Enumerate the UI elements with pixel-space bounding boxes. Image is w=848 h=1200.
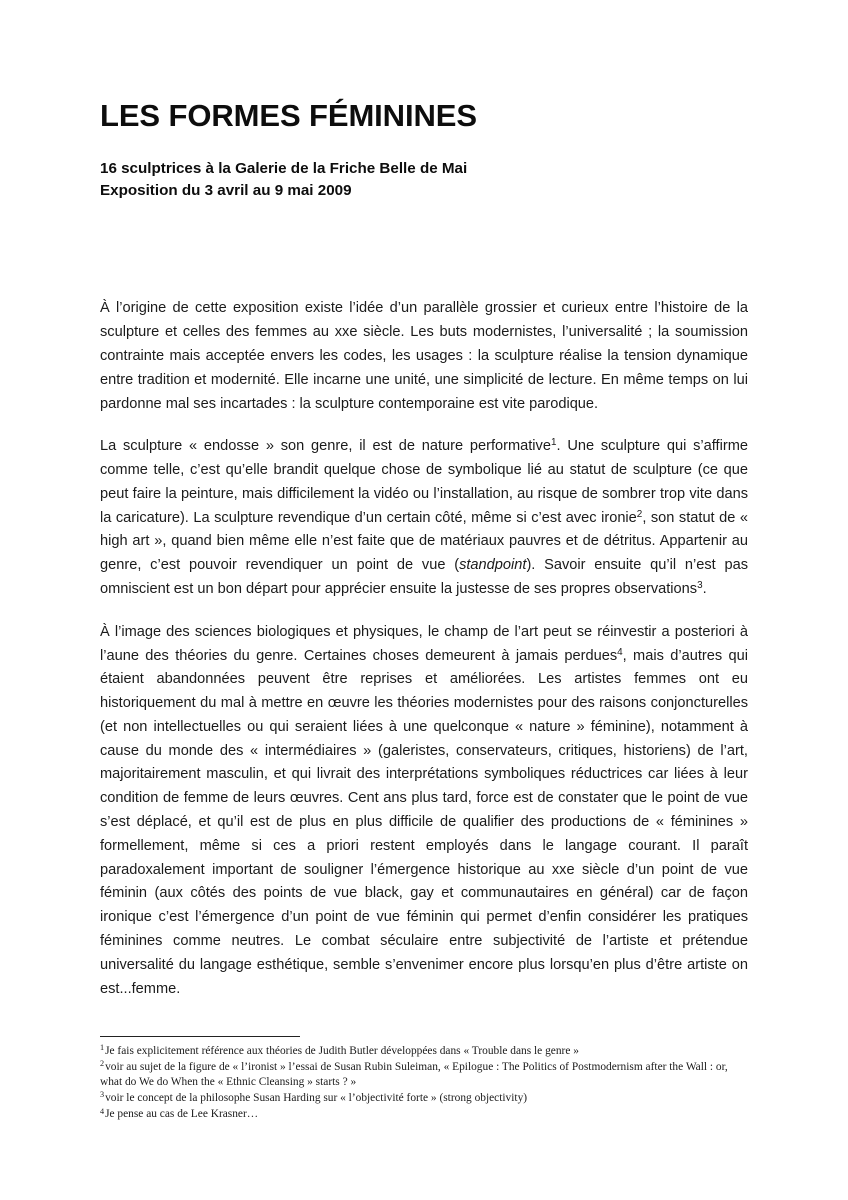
paragraph-2-text-part-1: La sculpture « endosse » son genre, il est de nature performative xyxy=(100,438,551,455)
footnote-number: 4 xyxy=(100,1106,105,1116)
footnote-marker-3: 3 xyxy=(697,579,703,591)
footnote-marker-2: 2 xyxy=(636,508,643,520)
footnote-marker-4: 4 xyxy=(617,646,623,658)
paragraph-3-text-part-1: À l’image des sciences biologiques et physiques, le champ de l’art peut se réinvestir a posteriori à l’aune des théories du genre. Certaines choses demeurent à jamais perdues xyxy=(100,623,748,664)
footnote-number: 2 xyxy=(100,1059,105,1069)
footnote-number: 3 xyxy=(100,1090,105,1100)
footnote-item xyxy=(100,1091,750,1106)
footnote-text: voir au sujet de la figure de « l’ironist » l’essai de Susan Rubin Suleiman, « Epilogue : The Politics of Postmodernism after the Wall : or, what do We do When the « Ethnic Cleansing » starts ? » xyxy=(100,1061,728,1089)
paragraph-3 xyxy=(100,621,748,1002)
footnote-number: 1 xyxy=(100,1043,105,1053)
paragraph-1 xyxy=(100,297,748,416)
document-content xyxy=(100,98,748,1001)
footnote-text: voir le concept de la philosophe Susan Harding sur « l’objectivité forte » (strong objectivity) xyxy=(105,1092,528,1105)
page-title: LES FORMES FÉMININES xyxy=(100,98,477,133)
footnotes-section xyxy=(100,1036,750,1123)
footnote-item xyxy=(100,1060,750,1090)
subtitle-block xyxy=(100,158,748,202)
paragraph-2-italic-standpoint: standpoint xyxy=(459,557,527,574)
footnote-item xyxy=(100,1044,750,1059)
footnote-text: Je pense au cas de Lee Krasner… xyxy=(105,1108,259,1121)
footnote-separator-rule xyxy=(100,1036,300,1037)
paragraph-2-text-part-4: ). Savoir ensuite qu’il n’est pas omniscient est un bon départ pour apprécier ensuite la justesse de ses propres observations xyxy=(100,557,748,598)
body-text xyxy=(100,297,748,1001)
paragraph-2-text-part-2: . Une sculpture qui s’affirme comme telle, c’est qu’elle brandit quelque chose de symbolique lié au statut de sculpture (ce que peut faire la peinture, mais difficilement la vidéo ou l’installation, au risque de sombrer trop vite dans la caricature). La sculpture revendique d’un certain côté, même si c’est avec ironie xyxy=(100,438,748,526)
paragraph-2 xyxy=(100,435,748,601)
footnote-text: Je fais explicitement référence aux théories de Judith Butler développées dans « Trouble dans le genre » xyxy=(105,1045,579,1057)
paragraph-3-text-part-2: , mais d’autres qui étaient abandonnées peuvent être reprises et améliorées. Les artistes femmes ont eu historiquement du mal à mettre en œuvre les théories modernistes pour des raisons conjoncturelles (et non intellectuelles ou qui seraient liées à une quelconque « nature » féminine), notamment à cause du monde des « intermédiaires » (galeristes, conservateurs, critiques, historiens) de l’art, majoritairement masculin, et qui livrait des interprétations symboliques réductrices car liées à leur condition de femme de leurs œuvres. Cent ans plus tard, force est de constater que le point de vue s’est déplacé, et qu’il est de plus en plus difficile de qualifier des productions de « féminines » formellement, même si ces a priori restent employés dans le langage courant. Il paraît paradoxalement important de souligner l’émergence historique au xxe siècle d’un point de vue féminin (aux côtés des points de vue black, gay et communautaires en général) car de façon ironique c’est l’émergence d’un point de vue féminin qui permet d’enfin considérer les pratiques féminines comme neutres. Le combat séculaire entre subjectivité de l’artiste et prétendue universalité du langage esthétique, semble s’envenimer encore plus lorsqu’en plus d’être artiste on est...femme. xyxy=(100,647,748,997)
paragraph-2-text-part-5: . xyxy=(702,581,707,598)
footnote-item xyxy=(100,1107,750,1122)
subtitle-line-dates: Exposition du 3 avril au 9 mai 2009 xyxy=(100,181,352,199)
paragraph-1-text: À l’origine de cette exposition existe l’idée d’un parallèle grossier et curieux entre l’histoire de la sculpture et celles des femmes au xxe siècle. Les buts modernistes, l’universalité ; la soumission contrainte mais acceptée envers les codes, les usages : la sculpture réalise la tension dynamique entre tradition et modernité. Elle incarne une unité, une simplicité de lecture. En même temps on lui pardonne mal ses incartades : la sculpture contemporaine est vite parodique. xyxy=(100,300,748,412)
footnote-marker-1: 1 xyxy=(550,437,557,449)
paragraph-2-text-part-3: , son statut de « high art », quand bien même elle n’est faite que de matériaux pauvres et de détritus. Appartenir au genre, c’est pouvoir revendiquer un point de vue ( xyxy=(100,509,748,574)
subtitle-line-exhibition: 16 sculptrices à la Galerie de la Friche Belle de Mai xyxy=(100,159,468,177)
